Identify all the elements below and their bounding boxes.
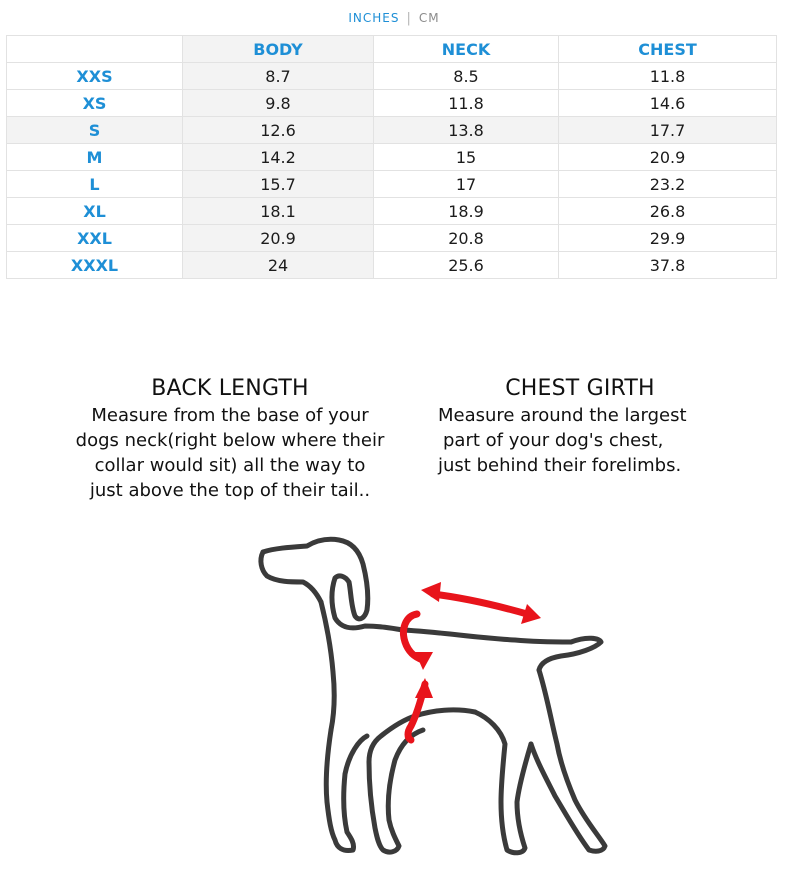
table-row bbox=[7, 144, 777, 171]
body-cell: 15.7 bbox=[183, 171, 374, 198]
chest-cell: 29.9 bbox=[559, 225, 777, 252]
dog-outline-icon bbox=[255, 530, 620, 870]
back-length-arrow bbox=[433, 594, 527, 614]
table-row bbox=[7, 252, 777, 279]
table-row bbox=[7, 225, 777, 252]
size-cell: XS bbox=[7, 90, 183, 117]
description-line: Measure from the base of your bbox=[91, 405, 369, 426]
neck-cell: 20.8 bbox=[374, 225, 559, 252]
neck-cell: 11.8 bbox=[374, 90, 559, 117]
chest-girth-description bbox=[420, 403, 740, 478]
table-row bbox=[7, 171, 777, 198]
back-length-description bbox=[40, 403, 420, 503]
neck-cell: 18.9 bbox=[374, 198, 559, 225]
arrowhead bbox=[415, 678, 433, 698]
body-cell: 14.2 bbox=[183, 144, 374, 171]
size-cell: XXL bbox=[7, 225, 183, 252]
header-neck: NECK bbox=[374, 36, 559, 63]
table-row bbox=[7, 90, 777, 117]
body-cell: 9.8 bbox=[183, 90, 374, 117]
neck-cell: 15 bbox=[374, 144, 559, 171]
size-cell: S bbox=[7, 117, 183, 144]
description-line: part of your dog's chest, bbox=[443, 430, 664, 451]
body-cell: 8.7 bbox=[183, 63, 374, 90]
size-cell: XXS bbox=[7, 63, 183, 90]
unit-separator: | bbox=[406, 11, 412, 26]
size-cell: L bbox=[7, 171, 183, 198]
header-chest: CHEST bbox=[559, 36, 777, 63]
chest-girth-instructions bbox=[420, 376, 740, 478]
header-body: BODY bbox=[183, 36, 374, 63]
chest-cell: 17.7 bbox=[559, 117, 777, 144]
back-length-title: BACK LENGTH bbox=[151, 376, 309, 401]
header-size bbox=[7, 36, 183, 63]
size-cell: XL bbox=[7, 198, 183, 225]
body-cell: 18.1 bbox=[183, 198, 374, 225]
table-header-row bbox=[7, 36, 777, 63]
table-row bbox=[7, 198, 777, 225]
chest-cell: 26.8 bbox=[559, 198, 777, 225]
description-line: just above the top of their tail.. bbox=[89, 480, 371, 501]
size-chart-table bbox=[6, 35, 777, 279]
unit-cm-tab[interactable]: CM bbox=[418, 11, 440, 25]
body-cell: 12.6 bbox=[183, 117, 374, 144]
table-row bbox=[7, 63, 777, 90]
chest-cell: 20.9 bbox=[559, 144, 777, 171]
size-cell: XXXL bbox=[7, 252, 183, 279]
description-line: Measure around the largest bbox=[438, 405, 687, 426]
neck-cell: 13.8 bbox=[374, 117, 559, 144]
description-line: just behind their forelimbs. bbox=[438, 455, 682, 476]
arrowhead bbox=[421, 582, 441, 602]
size-cell: M bbox=[7, 144, 183, 171]
body-cell: 24 bbox=[183, 252, 374, 279]
description-line: dogs neck(right below where their bbox=[75, 430, 385, 451]
unit-toggle bbox=[0, 11, 788, 26]
chest-cell: 11.8 bbox=[559, 63, 777, 90]
chest-girth-title: CHEST GIRTH bbox=[505, 376, 655, 401]
chest-cell: 37.8 bbox=[559, 252, 777, 279]
chest-cell: 14.6 bbox=[559, 90, 777, 117]
neck-cell: 17 bbox=[374, 171, 559, 198]
arrowhead bbox=[521, 604, 541, 624]
unit-inches-tab[interactable]: INCHES bbox=[348, 11, 400, 25]
body-cell: 20.9 bbox=[183, 225, 374, 252]
back-length-instructions bbox=[40, 376, 420, 503]
table-row bbox=[7, 117, 777, 144]
description-line: collar would sit) all the way to bbox=[94, 455, 366, 476]
neck-cell: 8.5 bbox=[374, 63, 559, 90]
neck-cell: 25.6 bbox=[374, 252, 559, 279]
chest-cell: 23.2 bbox=[559, 171, 777, 198]
